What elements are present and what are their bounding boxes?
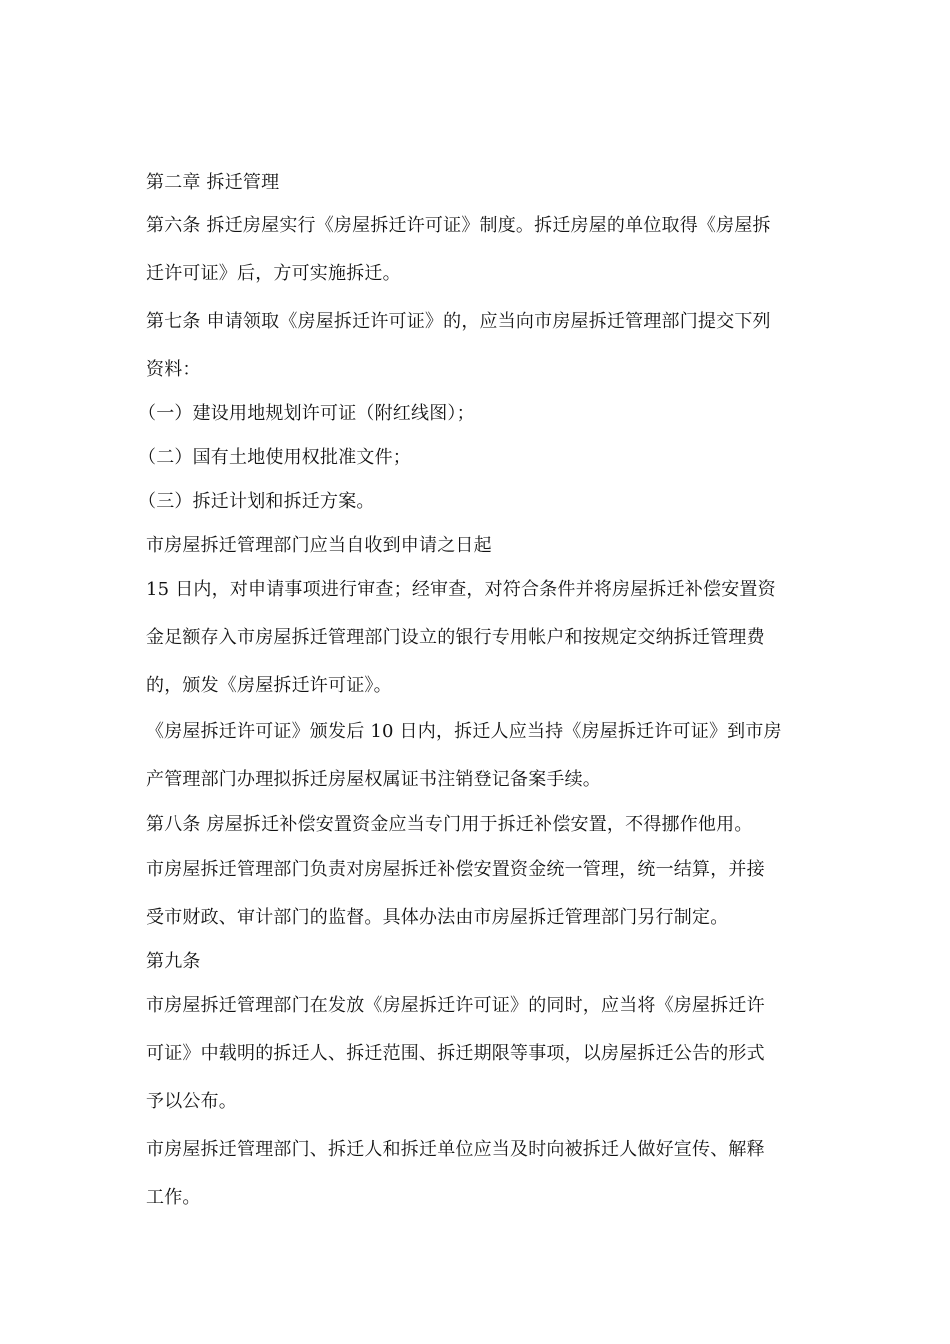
list-item-1: （一）建设用地规划许可证（附红线图）； xyxy=(138,403,475,424)
review-paragraph-line-2: 15 日内，对申请事项进行审查；经审查，对符合条件并将房屋拆迁补偿安置资 xyxy=(146,579,776,600)
article-6-line-1: 第六条 拆迁房屋实行《房屋拆迁许可证》制度。拆迁房屋的单位取得《房屋拆 xyxy=(146,215,771,236)
review-paragraph-line-4: 的，颁发《房屋拆迁许可证》。 xyxy=(146,675,392,696)
permit-paragraph-line-1: 《房屋拆迁许可证》颁发后 10 日内，拆迁人应当持《房屋拆迁许可证》到市房 xyxy=(146,721,782,742)
announcement-paragraph-line-2: 可证》中载明的拆迁人、拆迁范围、拆迁期限等事项，以房屋拆迁公告的形式 xyxy=(146,1043,765,1064)
list-item-3: （三）拆迁计划和拆迁方案。 xyxy=(138,491,375,512)
announcement-paragraph-line-3: 予以公布。 xyxy=(146,1091,237,1112)
article-6-line-2: 迁许可证》后，方可实施拆迁。 xyxy=(146,263,401,284)
publicity-paragraph-line-2: 工作。 xyxy=(146,1187,201,1208)
announcement-paragraph-line-1: 市房屋拆迁管理部门在发放《房屋拆迁许可证》的同时，应当将《房屋拆迁许 xyxy=(146,995,765,1016)
fund-paragraph-line-1: 市房屋拆迁管理部门负责对房屋拆迁补偿安置资金统一管理，统一结算，并接 xyxy=(146,859,765,880)
article-7-line-2: 资料： xyxy=(146,359,201,380)
publicity-paragraph-line-1: 市房屋拆迁管理部门、拆迁人和拆迁单位应当及时向被拆迁人做好宣传、解释 xyxy=(146,1139,765,1160)
chapter-heading: 第二章 拆迁管理 xyxy=(146,172,280,193)
list-item-2: （二）国有土地使用权批准文件； xyxy=(138,447,411,468)
permit-paragraph-line-2: 产管理部门办理拟拆迁房屋权属证书注销登记备案手续。 xyxy=(146,769,601,790)
article-7-line-1: 第七条 申请领取《房屋拆迁许可证》的，应当向市房屋拆迁管理部门提交下列 xyxy=(146,311,771,332)
review-paragraph-line-1: 市房屋拆迁管理部门应当自收到申请之日起 xyxy=(146,535,492,556)
fund-paragraph-line-2: 受市财政、审计部门的监督。具体办法由市房屋拆迁管理部门另行制定。 xyxy=(146,907,729,928)
review-paragraph-line-3: 金足额存入市房屋拆迁管理部门设立的银行专用帐户和按规定交纳拆迁管理费 xyxy=(146,627,765,648)
article-9-heading: 第九条 xyxy=(146,951,201,972)
article-8-line-1: 第八条 房屋拆迁补偿安置资金应当专门用于拆迁补偿安置，不得挪作他用。 xyxy=(146,814,753,835)
